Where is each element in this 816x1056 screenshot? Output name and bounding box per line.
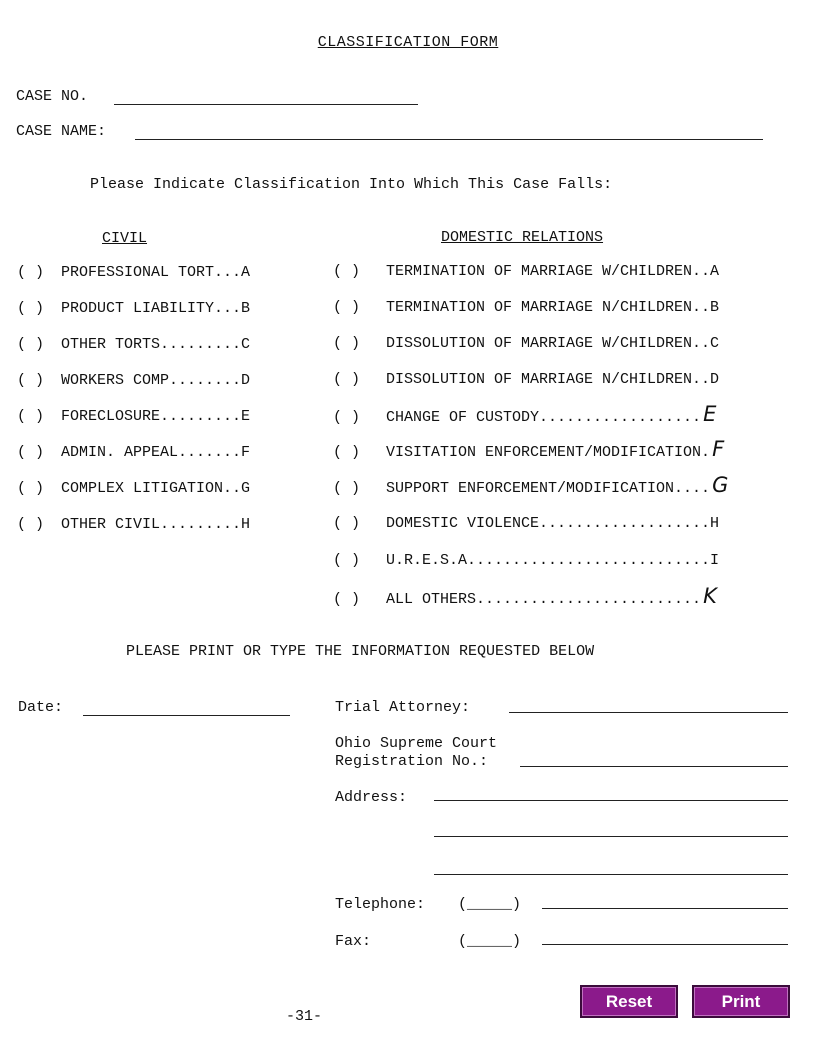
- domestic-option[interactable]: [333, 299, 719, 316]
- civil-option-label: WORKERS COMP........D: [61, 372, 251, 389]
- case-no-field[interactable]: [114, 104, 418, 105]
- civil-option-label: OTHER CIVIL.........H: [61, 516, 251, 533]
- checkbox-parens[interactable]: ( ): [17, 372, 45, 389]
- civil-option-label: COMPLEX LITIGATION..G: [61, 480, 251, 497]
- checkbox-parens[interactable]: ( ): [17, 480, 45, 497]
- handwritten-letter: E: [703, 402, 717, 426]
- domestic-option[interactable]: [333, 371, 719, 388]
- civil-option-label: OTHER TORTS.........C: [61, 336, 251, 353]
- civil-option[interactable]: [17, 300, 250, 317]
- checkbox-parens[interactable]: ( ): [333, 263, 361, 280]
- civil-option-label: PRODUCT LIABILITY...B: [61, 300, 251, 317]
- registration-label-line1: Ohio Supreme Court: [335, 735, 498, 752]
- checkbox-parens[interactable]: ( ): [17, 336, 45, 353]
- civil-option-label: FORECLOSURE.........E: [61, 408, 251, 425]
- domestic-option-label: DISSOLUTION OF MARRIAGE W/CHILDREN..C: [386, 335, 720, 352]
- civil-option[interactable]: [17, 516, 250, 533]
- domestic-option[interactable]: [333, 263, 719, 280]
- checkbox-parens[interactable]: ( ): [333, 335, 361, 352]
- domestic-option[interactable]: [333, 515, 719, 532]
- civil-option[interactable]: [17, 264, 250, 281]
- domestic-option-label: U.R.E.S.A...........................I: [386, 552, 720, 569]
- civil-option[interactable]: [17, 408, 250, 425]
- page-number: -31-: [286, 1008, 323, 1025]
- civil-option[interactable]: [17, 336, 250, 353]
- domestic-option[interactable]: [333, 473, 729, 497]
- checkbox-parens[interactable]: ( ): [333, 409, 361, 426]
- address-line-1[interactable]: [434, 800, 788, 801]
- info-instruction: PLEASE PRINT OR TYPE THE INFORMATION REQUESTED BELOW: [126, 643, 595, 660]
- civil-option-label: ADMIN. APPEAL.......F: [61, 444, 251, 461]
- checkbox-parens[interactable]: ( ): [17, 264, 45, 281]
- telephone-field[interactable]: [542, 908, 788, 909]
- domestic-option-label: SUPPORT ENFORCEMENT/MODIFICATION....: [386, 480, 711, 497]
- date-field[interactable]: [83, 715, 290, 716]
- checkbox-parens[interactable]: ( ): [333, 591, 361, 608]
- domestic-option-label: TERMINATION OF MARRIAGE W/CHILDREN..A: [386, 263, 720, 280]
- checkbox-parens[interactable]: ( ): [17, 408, 45, 425]
- domestic-option-label: ALL OTHERS.........................: [386, 591, 702, 608]
- registration-label-line2: Registration No.:: [335, 753, 489, 770]
- checkbox-parens[interactable]: ( ): [333, 299, 361, 316]
- handwritten-letter: K: [703, 584, 717, 608]
- telephone-label: Telephone:: [335, 896, 426, 913]
- domestic-option-label: DISSOLUTION OF MARRIAGE N/CHILDREN..D: [386, 371, 720, 388]
- checkbox-parens[interactable]: ( ): [333, 444, 361, 461]
- case-no-label: CASE NO.: [16, 88, 89, 105]
- domestic-option-label: DOMESTIC VIOLENCE...................H: [386, 515, 720, 532]
- checkbox-parens[interactable]: ( ): [17, 516, 45, 533]
- civil-option-label: PROFESSIONAL TORT...A: [61, 264, 251, 281]
- date-label: Date:: [18, 699, 64, 716]
- checkbox-parens[interactable]: ( ): [333, 371, 361, 388]
- domestic-option[interactable]: [333, 402, 717, 426]
- registration-number-field[interactable]: [520, 766, 788, 767]
- domestic-option[interactable]: [333, 552, 719, 569]
- classification-instruction: Please Indicate Classification Into Which This Case Falls:: [90, 176, 613, 193]
- checkbox-parens[interactable]: ( ): [333, 552, 361, 569]
- civil-heading: CIVIL: [102, 230, 148, 247]
- civil-option[interactable]: [17, 444, 250, 461]
- checkbox-parens[interactable]: ( ): [17, 300, 45, 317]
- domestic-option-label: TERMINATION OF MARRIAGE N/CHILDREN..B: [386, 299, 720, 316]
- telephone-area-code[interactable]: (_____): [458, 896, 522, 913]
- domestic-option-label: VISITATION ENFORCEMENT/MODIFICATION.: [386, 444, 711, 461]
- checkbox-parens[interactable]: ( ): [333, 515, 361, 532]
- address-line-3[interactable]: [434, 874, 788, 875]
- case-name-field[interactable]: [135, 139, 763, 140]
- address-label: Address:: [335, 789, 408, 806]
- reset-button[interactable]: Reset: [580, 985, 678, 1018]
- civil-option[interactable]: [17, 372, 250, 389]
- domestic-relations-heading: DOMESTIC RELATIONS: [441, 229, 604, 246]
- checkbox-parens[interactable]: ( ): [17, 444, 45, 461]
- print-button[interactable]: Print: [692, 985, 790, 1018]
- case-name-label: CASE NAME:: [16, 123, 107, 140]
- domestic-option[interactable]: [333, 335, 719, 352]
- domestic-option-label: CHANGE OF CUSTODY..................: [386, 409, 702, 426]
- fax-label: Fax:: [335, 933, 372, 950]
- civil-option[interactable]: [17, 480, 250, 497]
- trial-attorney-label: Trial Attorney:: [335, 699, 471, 716]
- trial-attorney-field[interactable]: [509, 712, 788, 713]
- address-line-2[interactable]: [434, 836, 788, 837]
- checkbox-parens[interactable]: ( ): [333, 480, 361, 497]
- handwritten-letter: G: [712, 473, 729, 497]
- domestic-option[interactable]: [333, 437, 725, 461]
- fax-field[interactable]: [542, 944, 788, 945]
- handwritten-letter: F: [712, 437, 725, 461]
- form-title: CLASSIFICATION FORM: [317, 34, 499, 51]
- fax-area-code[interactable]: (_____): [458, 933, 522, 950]
- domestic-option[interactable]: [333, 584, 717, 608]
